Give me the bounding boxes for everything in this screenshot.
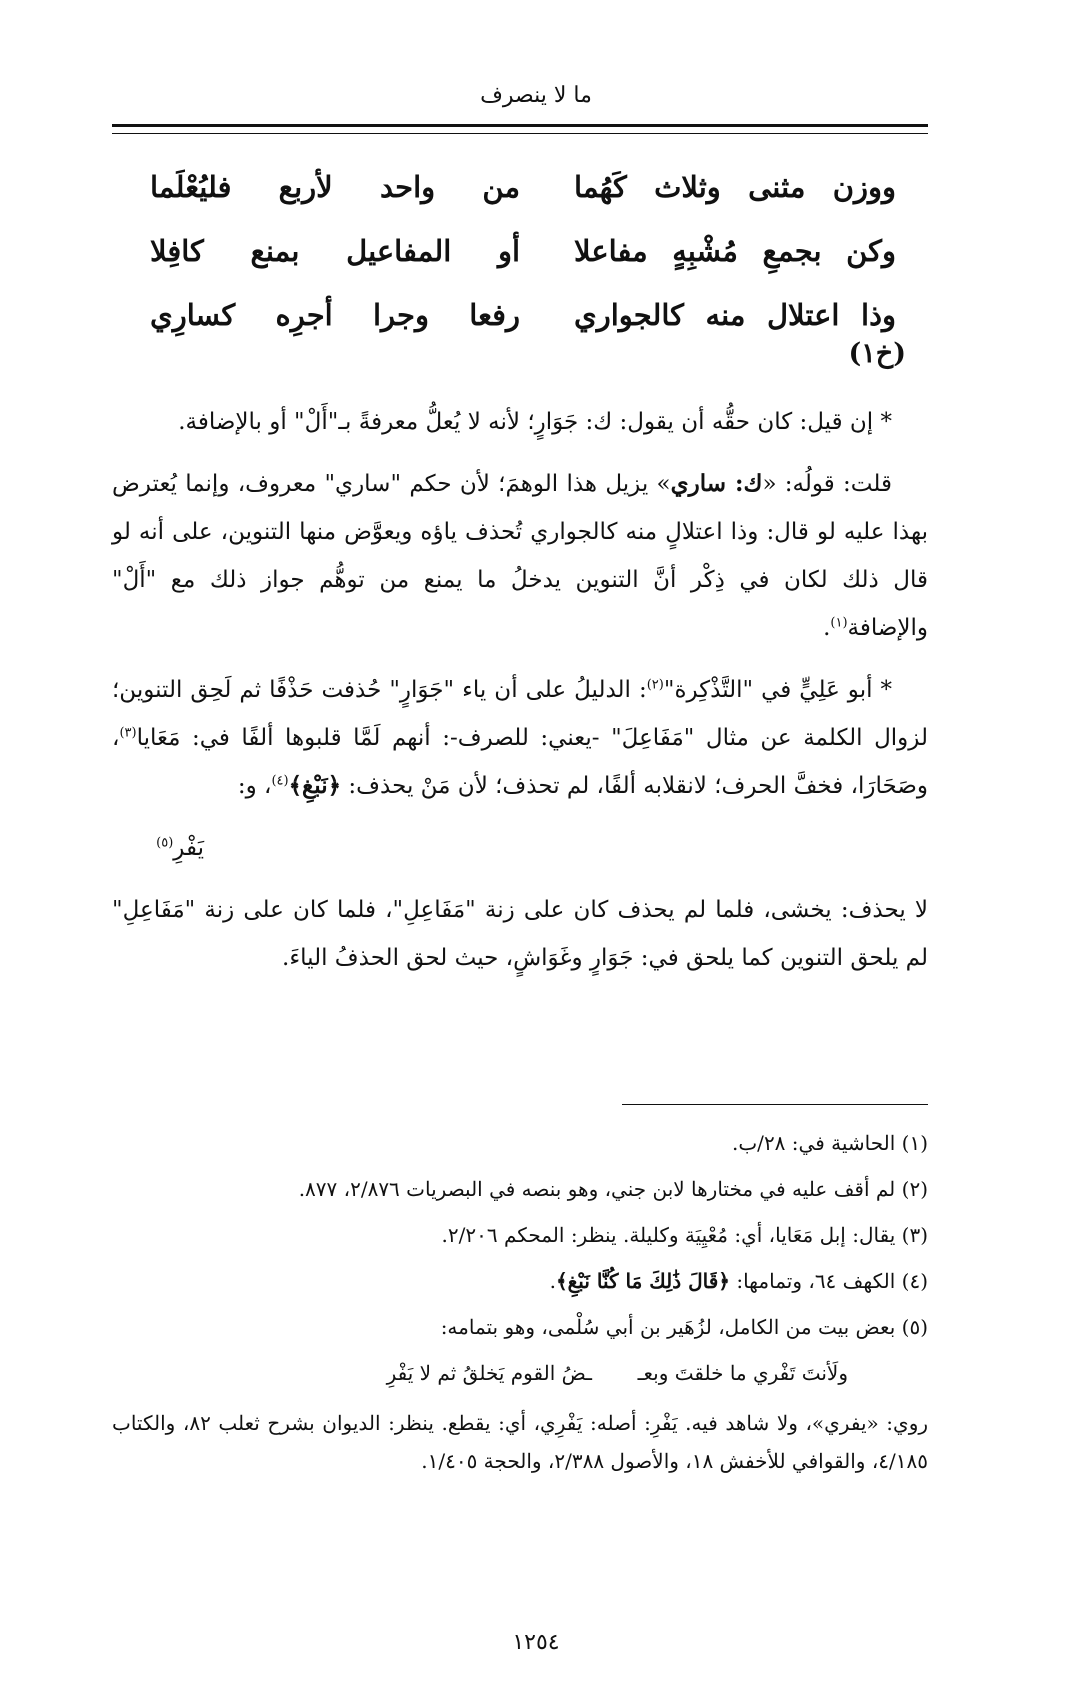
poem-word: أو	[497, 234, 520, 268]
verse-second-hemistich	[150, 234, 520, 268]
paragraph: لا يحذف: يخشى، فلما لم يحذف كان على زنة "مَفَاعِلِ"، فلما كان على زنة "مَفَاعِلِ" لم يلحق التنوين كما يلحق في: جَوَارٍ وغَوَاشٍ، حيث لحق الحذفُ الياءَ.	[112, 897, 928, 971]
footnote: (٥) بعض بيت من الكامل، لزُهَير بن أبي سُلْمى، وهو بتمامه:	[440, 1315, 928, 1339]
main-text	[112, 398, 928, 996]
text-run: قلت: قولُه: «	[762, 471, 892, 497]
footnote-marker: (٢)	[646, 677, 664, 693]
poem-word: وكن	[846, 234, 896, 268]
footnote-marker: (٥)	[156, 835, 174, 851]
paragraph	[112, 460, 928, 652]
paragraph	[112, 666, 928, 810]
footnote-separator	[622, 1104, 928, 1105]
text-run: » يزيل هذا الوهمَ؛ لأن حكم "ساري" معروف، وإنما يُعترض بهذا عليه لو قال: وذا اعتلالٍ منه كالجواري تُحذف ياؤه ويعوَّض منها التنوين، على أنه لو قال ذلك لكان في ذِكْر أنَّ التنوين يدخلُ ما يمنع من توهُّم جواز ذلك مع "أَلْ" والإضافة	[112, 471, 928, 641]
verse-first-hemistich: ولَأنتَ تَفْري ما خلقتَ وبعـ	[637, 1361, 848, 1385]
poem-word: كسارِي	[150, 298, 236, 332]
quran-quote: ﴿قَالَ ذَٰلِكَ مَا كُنَّا نَبْغِ﴾	[555, 1269, 730, 1293]
poem-word: اعتلال	[766, 298, 840, 332]
text-run: ، وصَحَارَا، فخفَّ الحرف؛ لانقلابه ألفًا، لم تحذف؛ لأن مَنْ يحذف:	[112, 725, 928, 799]
text-run: * أبو عَلِيٍّ في "التَّذْكِرة"	[663, 677, 892, 703]
poem-word: فليُعْلَما	[150, 170, 232, 204]
poem-word: بمنع	[250, 234, 300, 268]
footnote-marker: (١)	[830, 615, 848, 631]
poem-word: وجرا	[373, 298, 429, 332]
header-rule-thin	[112, 133, 928, 134]
footnote: (١) الحاشية في: ٢٨/ب.	[732, 1131, 928, 1155]
poem-block	[112, 155, 928, 347]
footnotes	[112, 1120, 928, 1480]
poem-word: مُشْبِهٍ	[672, 234, 738, 268]
text-run: يَفْرِ	[173, 835, 204, 861]
header-rule-thick	[112, 124, 928, 127]
verse-fragment	[112, 824, 928, 872]
text-run: : الدليلُ على أن ياء "جَوَارٍ" حُذفت حَذْفًا ثم لَحِق التنوين؛ لزوال الكلمة عن مثال "مَفَاعِلَ" -يعني: للصرف-: أنهم لَمَّا قلبوها ألفًا في: مَعَايا	[112, 677, 928, 751]
poem-word: أجرِه	[275, 298, 333, 332]
poem-word: منه	[705, 298, 746, 332]
poem-word: وثلاث	[654, 170, 721, 204]
poem-word: وذا	[861, 298, 896, 332]
poem-word: كالجواري	[574, 298, 684, 332]
text-run: ، و:	[237, 773, 272, 799]
poem-source-ref: (خ١)	[848, 338, 906, 369]
poem-verse	[112, 155, 928, 219]
poem-word: مفاعلا	[574, 234, 648, 268]
verse-second-hemistich: ـضُ القوم يَخلقُ ثم لا يَفْرِ	[386, 1361, 592, 1385]
poem-word: بجمعِ	[762, 234, 822, 268]
footnote-marker: (٣)	[119, 725, 137, 741]
footnote-verse	[112, 1350, 928, 1396]
footnote-continuation: روي: «يفري»، ولا شاهد فيه. يَفْرِ: أصله: يَفْرِي، أي: يقطع. ينظر: الديوان بشرح ثعلب ٨٢، والكتاب ٤/١٨٥، والقوافي للأخفش ١٨، والأصول ٢/٣٨٨، والحجة ١/٤٠٥.	[112, 1411, 929, 1473]
poem-word: من	[482, 170, 520, 204]
quran-quote: ﴿نَبْغِ﴾	[288, 772, 342, 799]
poem-verse	[112, 219, 928, 283]
poem-word: واحد	[379, 170, 436, 204]
footnote: (٣) يقال: إبل مَعَايا، أي: مُعْيِيَة وكليلة. ينظر: المحكم ٢/٢٠٦.	[441, 1223, 928, 1247]
poem-word: ووزن	[832, 170, 896, 204]
text-run: .	[823, 615, 831, 641]
poem-word: رفعا	[469, 298, 520, 332]
poem-word: المفاعيل	[346, 234, 452, 268]
page-number: ١٢٥٤	[512, 1630, 560, 1655]
footnote-marker: (٤)	[271, 773, 289, 789]
verse-second-hemistich	[150, 298, 520, 332]
footnote: (٢) لم أقف عليه في مختارها لابن جني، وهو بنصه في البصريات ٢/٨٧٦، ٨٧٧.	[298, 1177, 928, 1201]
quoted-term: ك: ساري	[670, 470, 763, 497]
verse-first-hemistich	[574, 298, 896, 332]
poem-word: كَهُما	[574, 170, 627, 204]
poem-verse	[112, 283, 928, 347]
verse-first-hemistich	[574, 170, 896, 204]
poem-word: مثنى	[748, 170, 806, 204]
poem-word: كافِلا	[150, 234, 204, 268]
verse-first-hemistich	[574, 234, 896, 268]
paragraph: * إن قيل: كان حقُّه أن يقول: ك: جَوَارٍ؛ لأنه لا يُعلُّ معرفةً بـ"أَلْ" أو بالإضافة.	[178, 409, 892, 435]
running-title: ما لا ينصرف	[480, 83, 592, 108]
poem-word: لأربع	[278, 170, 333, 204]
text-run: .	[549, 1269, 556, 1293]
text-run: (٤) الكهف ٦٤، وتمامها:	[729, 1269, 928, 1293]
verse-second-hemistich	[150, 170, 520, 204]
footnote	[112, 1258, 928, 1304]
